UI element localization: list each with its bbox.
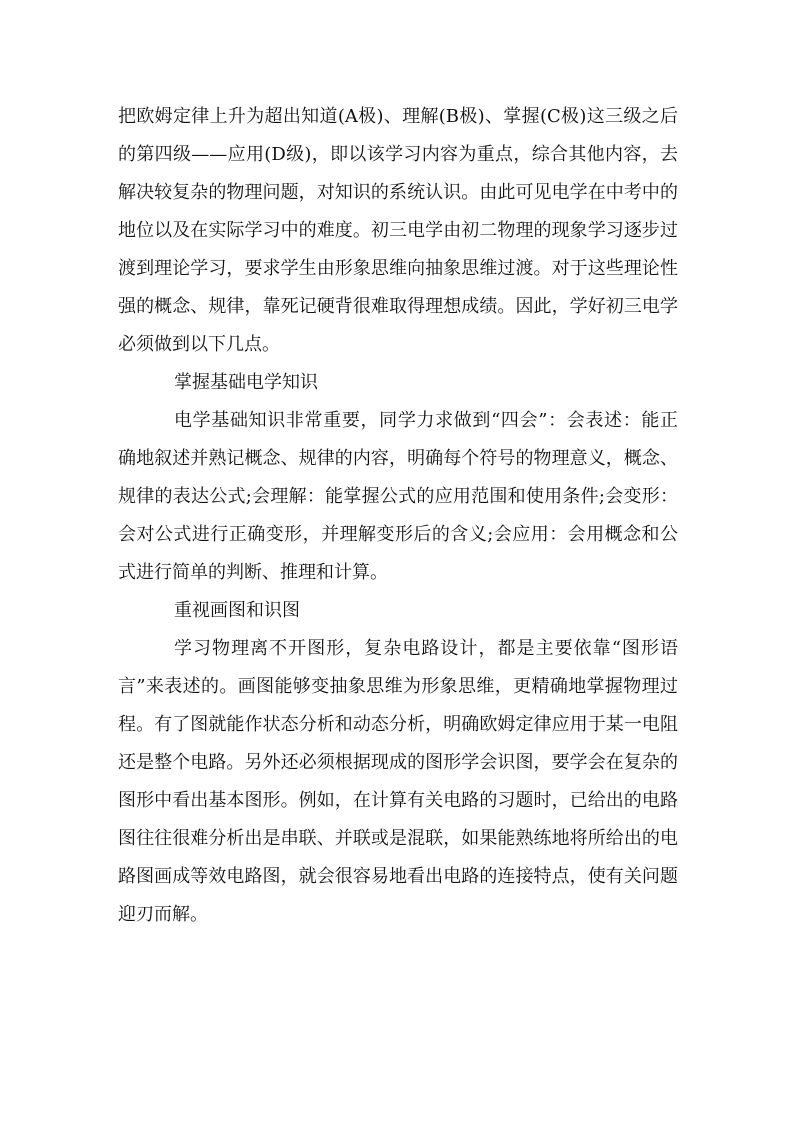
section-heading-diagrams: 重视画图和识图 (174, 600, 300, 621)
section-heading-basic-knowledge: 掌握基础电学知识 (174, 372, 318, 393)
intro-paragraph: 把欧姆定律上升为超出知道(A极)、理解(B极)、掌握(C极)这三级之后的第四级——应用(D级)，即以该学习内容为重点，综合其他内容，去解决较复杂的物理问题，对知识的系统认识。由此可见电学在中考中的地位以及在实际学习中的难度。初三电学由初二物理的现象学习逐步过渡到理论学习，要求学生由形象思维向抽象思维过渡。对于这些理论性强的概念、规律，靠死记硬背很难取得理想成绩。因此，学好初三电学必须做到以下几点。 (118, 106, 678, 355)
document-body (118, 98, 678, 934)
diagrams-paragraph: 学习物理离不开图形，复杂电路设计，都是主要依靠“图形语言”来表述的。画图能够变抽象思维为形象思维，更精确地掌握物理过程。有了图就能作状态分析和动态分析，明确欧姆定律应用于某一电阻还是整个电路。另外还必须根据现成的图形学会识图，要学会在复杂的图形中看出基本图形。例如，在计算有关电路的习题时，已给出的电路图往往很难分析出是串联、并联或是混联，如果能熟练地将所给出的电路图画成等效电路图，就会很容易地看出电路的连接特点，使有关问题迎刃而解。 (118, 638, 678, 925)
basic-knowledge-paragraph: 电学基础知识非常重要，同学力求做到“四会”：会表述：能正确地叙述并熟记概念、规律的内容，明确每个符号的物理意义，概念、规律的表达公式;会理解：能掌握公式的应用范围和使用条件;会变形：会对公式进行正确变形，并理解变形后的含义;会应用：会用概念和公式进行简单的判断、推理和计算。 (118, 410, 678, 583)
